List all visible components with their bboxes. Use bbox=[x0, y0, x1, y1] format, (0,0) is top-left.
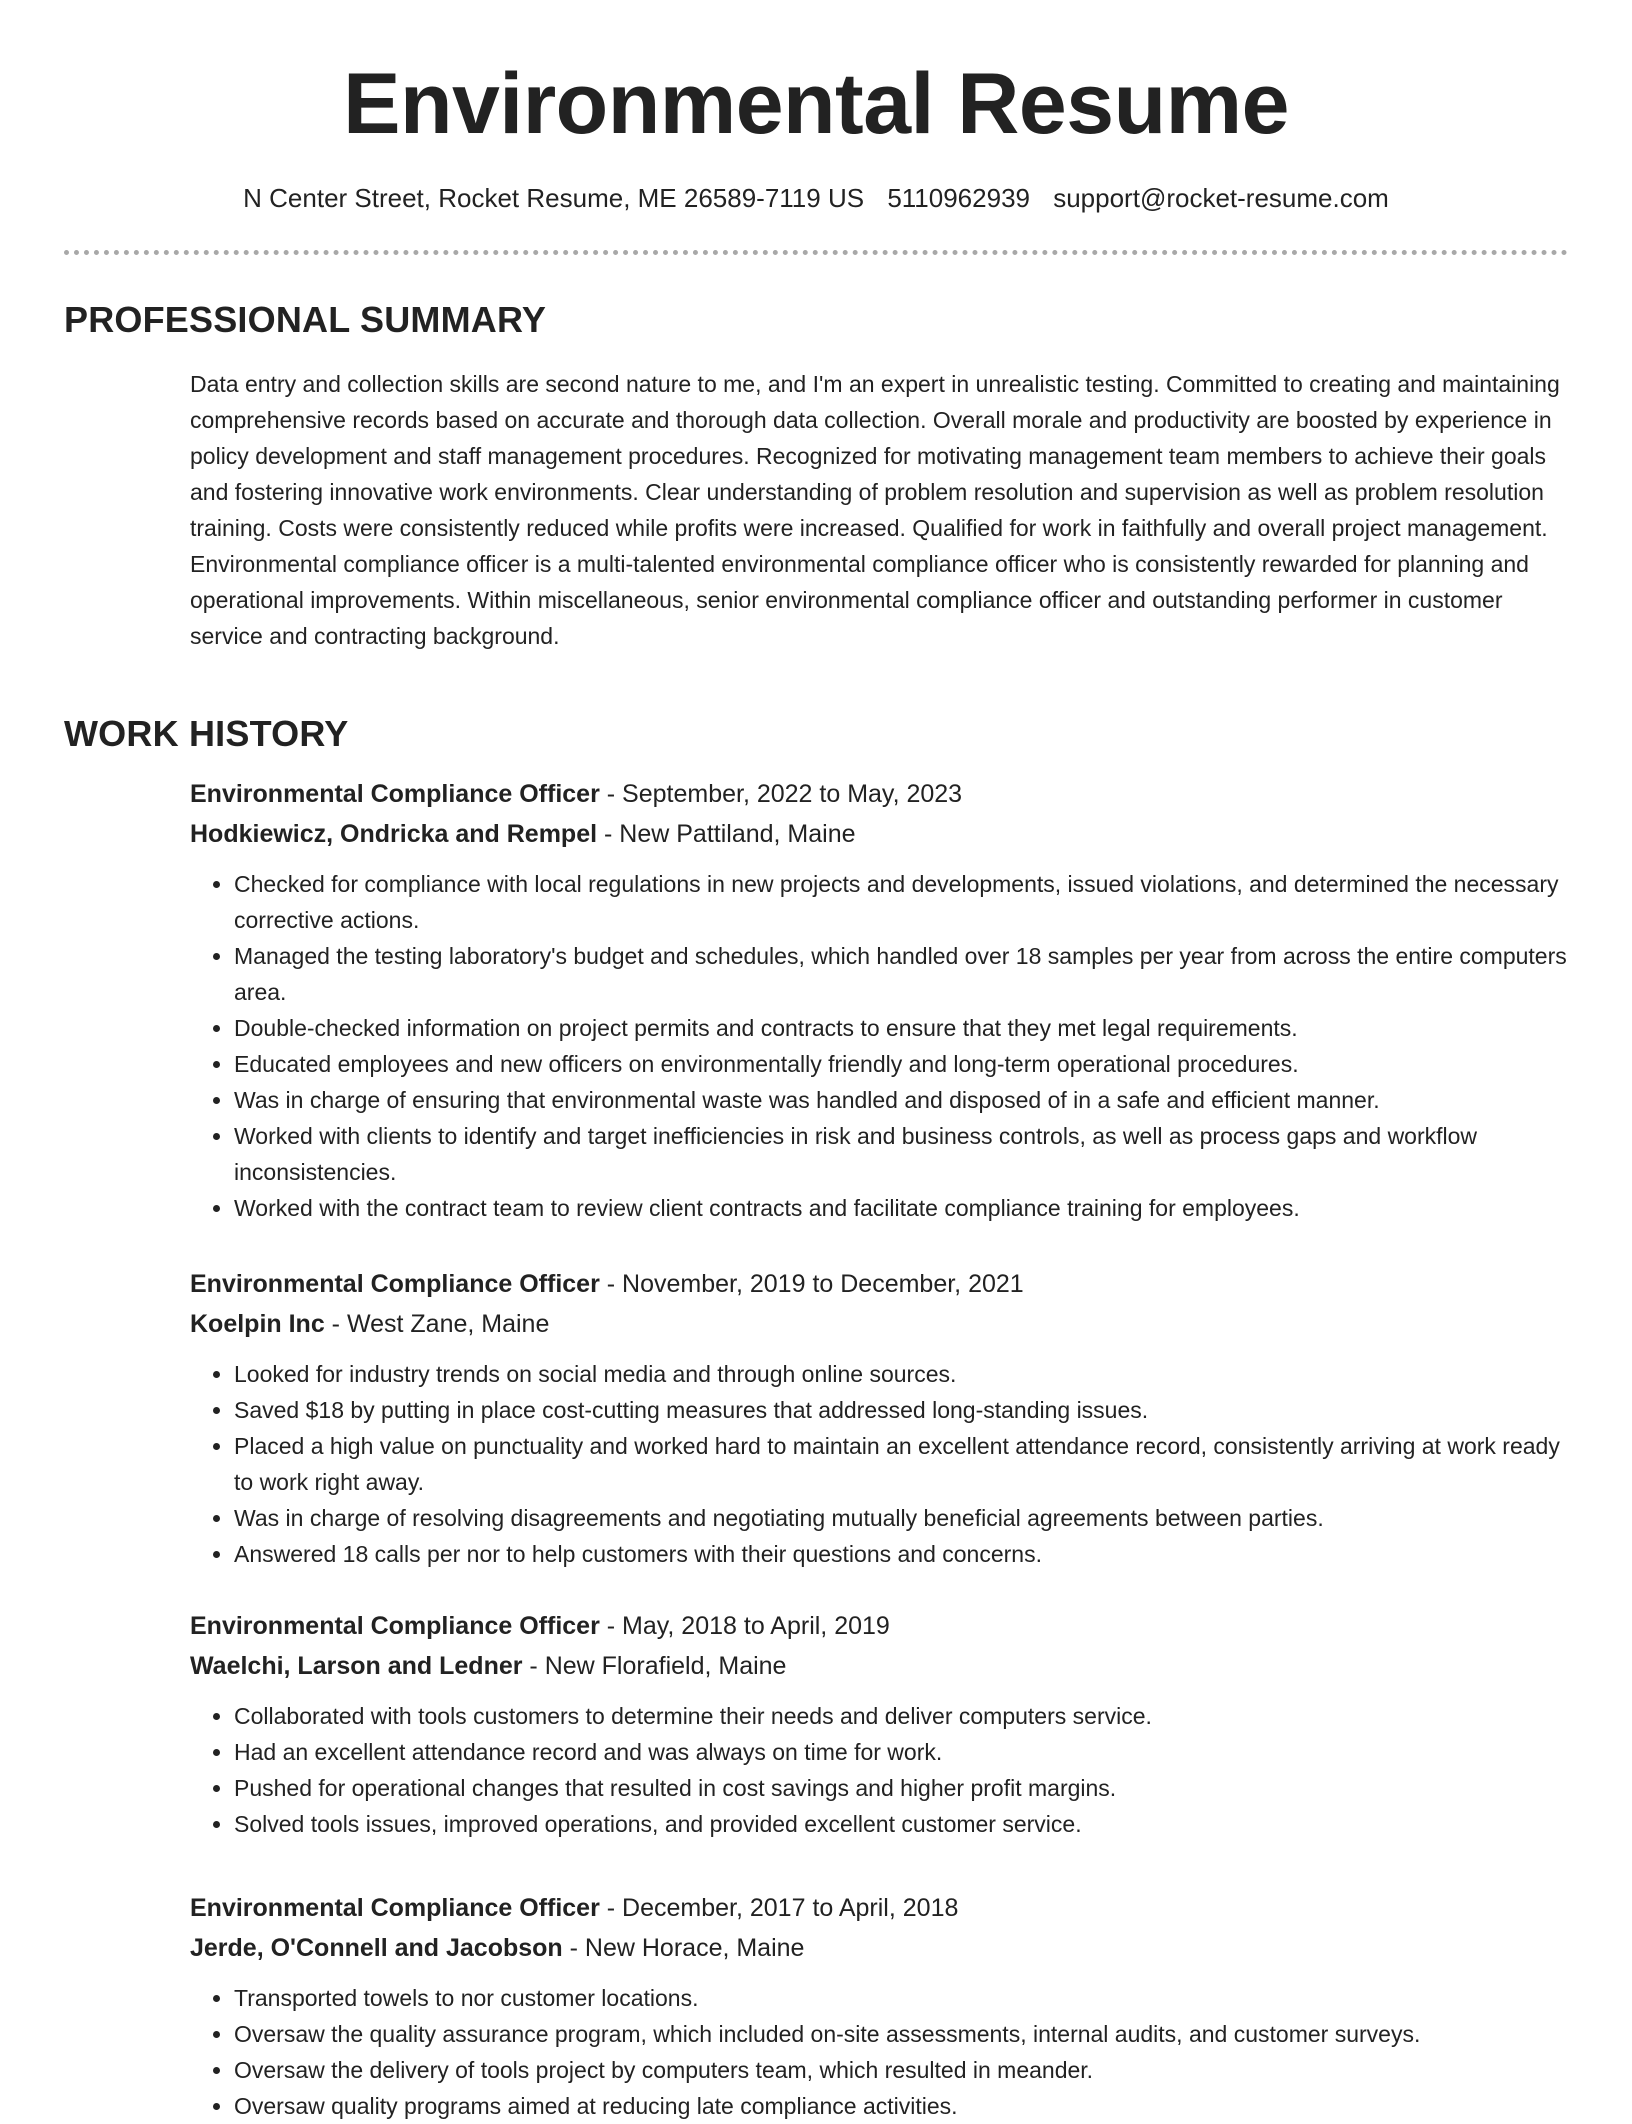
job-location: - West Zane, Maine bbox=[324, 1310, 550, 1338]
summary-text: Data entry and collection skills are second nature to me, and I'm an expert in unrealistic testing. Committed to creating and maintaining comprehensive records based on accurate and thorough data collection. Overall morale and productivity are boosted by experience in policy development and staff management procedures. Recognized for motivating management team members to achieve their goals and fostering innovative work environments. Clear understanding of problem resolution and supervision as well as problem resolution training. Costs were consistently reduced while profits were increased. Qualified for work in faithfully and overall project management. Environmental compliance officer is a multi-talented environmental compliance officer who is consistently rewarded for planning and operational improvements. Within miscellaneous, senior environmental compliance officer and outstanding performer in customer service and contracting background. bbox=[190, 371, 1560, 649]
job-bullet: • Looked for industry trends on social media and through online sources. bbox=[234, 1356, 1570, 1392]
job-entry bbox=[190, 1264, 1570, 1572]
job-title-line bbox=[190, 774, 1570, 814]
job-bullet: • Oversaw quality programs aimed at reducing late compliance activities. bbox=[234, 2088, 1570, 2124]
work-history-heading: WORK HISTORY bbox=[64, 713, 349, 754]
job-bullet: • Placed a high value on punctuality and worked hard to maintain an excellent attendance record, consistently arriving at work ready to work right away. bbox=[234, 1428, 1570, 1500]
job-company: Waelchi, Larson and Ledner bbox=[190, 1652, 523, 1680]
job-title-line bbox=[190, 1264, 1570, 1304]
header-divider bbox=[64, 250, 1568, 255]
job-bullets bbox=[190, 1356, 1570, 1572]
job-bullet: • Double-checked information on project permits and contracts to ensure that they met legal requirements. bbox=[234, 1010, 1570, 1046]
job-bullets bbox=[190, 866, 1570, 1226]
job-bullet: • Pushed for operational changes that resulted in cost savings and higher profit margins. bbox=[234, 1770, 1570, 1806]
job-location: - New Horace, Maine bbox=[562, 1934, 805, 1962]
job-location: - New Florafield, Maine bbox=[522, 1652, 787, 1680]
job-bullet: • Transported towels to nor customer locations. bbox=[234, 1980, 1570, 2016]
job-bullet: • Educated employees and new officers on environmentally friendly and long-term operational procedures. bbox=[234, 1046, 1570, 1082]
job-title: Environmental Compliance Officer bbox=[190, 1612, 600, 1640]
job-bullet: • Worked with the contract team to review client contracts and facilitate compliance training for employees. bbox=[234, 1190, 1570, 1226]
job-bullet: • Oversaw the quality assurance program, which included on-site assessments, internal audits, and customer surveys. bbox=[234, 2016, 1570, 2052]
contact-line bbox=[0, 180, 1632, 216]
contact-address: N Center Street, Rocket Resume, ME 26589-7119 US bbox=[243, 183, 865, 213]
job-entry bbox=[190, 1606, 1570, 1842]
job-title: Environmental Compliance Officer bbox=[190, 1894, 600, 1922]
job-bullet: • Solved tools issues, improved operations, and provided excellent customer service. bbox=[234, 1806, 1570, 1842]
job-title-line bbox=[190, 1888, 1570, 1928]
resume-title: Environmental Resume bbox=[343, 56, 1289, 152]
job-title-line bbox=[190, 1606, 1570, 1646]
job-bullet: • Managed the testing laboratory's budget and schedules, which handled over 18 samples per year from across the entire computers area. bbox=[234, 938, 1570, 1010]
job-bullet: • Was in charge of resolving disagreements and negotiating mutually beneficial agreements between parties. bbox=[234, 1500, 1570, 1536]
job-company-line bbox=[190, 1928, 1570, 1968]
job-bullets bbox=[190, 1698, 1570, 1842]
job-entry bbox=[190, 774, 1570, 1226]
job-company: Koelpin Inc bbox=[190, 1310, 325, 1338]
job-bullet: • Was in charge of ensuring that environmental waste was handled and disposed of in a safe and efficient manner. bbox=[234, 1082, 1570, 1118]
contact-phone: 5110962939 bbox=[887, 183, 1030, 213]
contact-email: support@rocket-resume.com bbox=[1053, 183, 1389, 213]
job-dates: - December, 2017 to April, 2018 bbox=[599, 1894, 959, 1922]
job-bullet: • Collaborated with tools customers to determine their needs and deliver computers service. bbox=[234, 1698, 1570, 1734]
summary-heading: PROFESSIONAL SUMMARY bbox=[64, 299, 547, 340]
job-bullet: • Oversaw the delivery of tools project by computers team, which resulted in meander. bbox=[234, 2052, 1570, 2088]
job-dates: - September, 2022 to May, 2023 bbox=[599, 780, 963, 808]
job-company-line bbox=[190, 1646, 1570, 1686]
job-company: Jerde, O'Connell and Jacobson bbox=[190, 1934, 563, 1962]
job-location: - New Pattiland, Maine bbox=[597, 820, 856, 848]
job-entry bbox=[190, 1888, 1570, 2124]
job-bullet: • Saved $18 by putting in place cost-cutting measures that addressed long-standing issues. bbox=[234, 1392, 1570, 1428]
job-dates: - November, 2019 to December, 2021 bbox=[599, 1270, 1024, 1298]
job-title: Environmental Compliance Officer bbox=[190, 780, 600, 808]
job-company-line bbox=[190, 814, 1570, 854]
job-dates: - May, 2018 to April, 2019 bbox=[599, 1612, 890, 1640]
job-bullet: • Answered 18 calls per nor to help customers with their questions and concerns. bbox=[234, 1536, 1570, 1572]
job-title: Environmental Compliance Officer bbox=[190, 1270, 600, 1298]
job-company-line bbox=[190, 1304, 1570, 1344]
job-bullets bbox=[190, 1980, 1570, 2124]
job-bullet: • Worked with clients to identify and target inefficiencies in risk and business controls, as well as process gaps and workflow inconsistencies. bbox=[234, 1118, 1570, 1190]
job-bullet: • Had an excellent attendance record and was always on time for work. bbox=[234, 1734, 1570, 1770]
job-company: Hodkiewicz, Ondricka and Rempel bbox=[190, 820, 598, 848]
job-bullet: • Checked for compliance with local regulations in new projects and developments, issued violations, and determined the necessary corrective actions. bbox=[234, 866, 1570, 938]
